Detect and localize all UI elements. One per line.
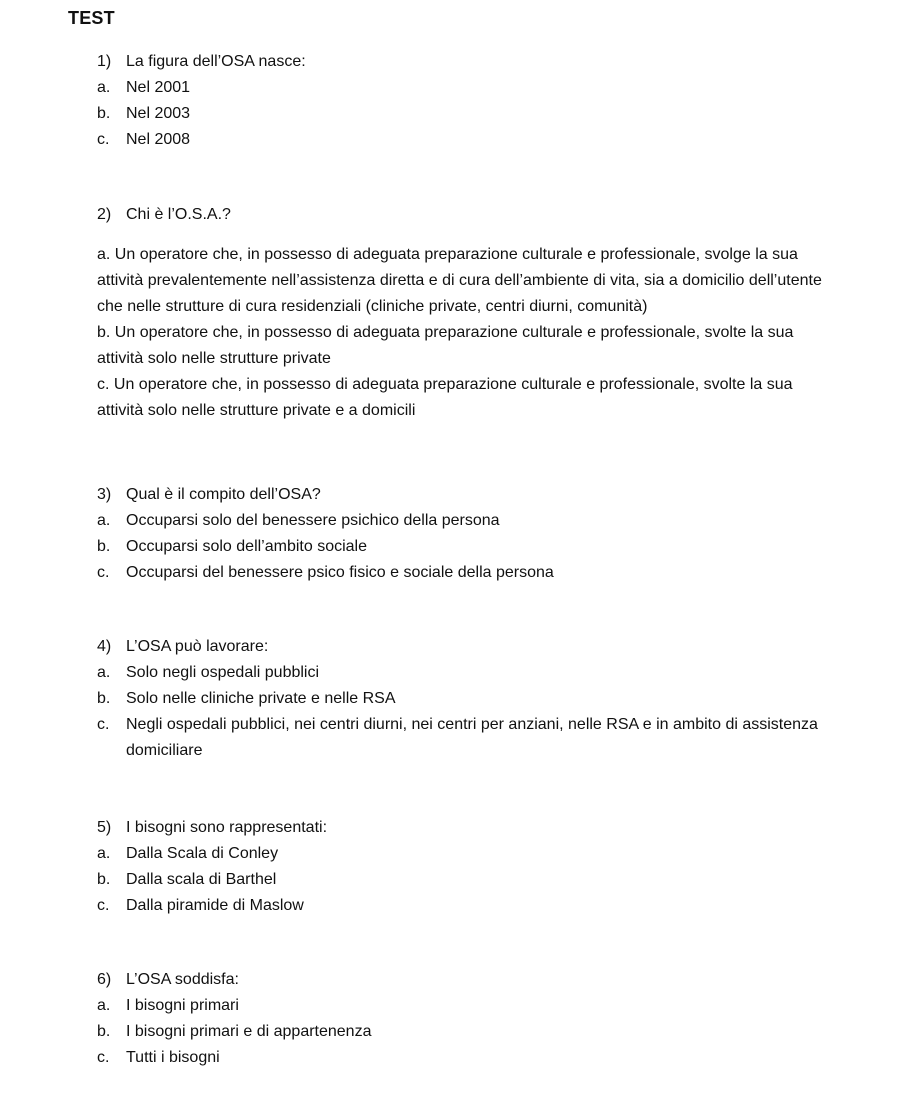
question-4 (97, 634, 837, 764)
option-letter: b. (97, 690, 111, 707)
question-5-prompt (97, 815, 837, 841)
option-text: I bisogni primari e di appartenenza (126, 1023, 372, 1040)
page-title: TEST (68, 8, 115, 28)
question-number: 5) (97, 819, 112, 836)
question-number: 4) (97, 638, 112, 655)
question-1-prompt (97, 49, 837, 75)
question-text: Qual è il compito dell’OSA? (126, 486, 321, 503)
option-letter: a. (97, 845, 111, 862)
question-3-prompt (97, 482, 837, 508)
option-a (97, 993, 837, 1019)
option-letter: b. (97, 538, 111, 555)
question-number: 2) (97, 206, 112, 223)
option-text: I bisogni primari (126, 997, 239, 1014)
question-number: 1) (97, 53, 112, 70)
option-letter: c. (97, 716, 110, 733)
option-letter: c. (97, 1049, 110, 1066)
option-b: b. Un operatore che, in possesso di adeguata preparazione culturale e professionale, svolte la sua attività solo nelle strutture private (97, 324, 794, 367)
question-number: 3) (97, 486, 112, 503)
option-a (97, 660, 837, 686)
option-text: Dalla Scala di Conley (126, 845, 279, 862)
option-letter: b. (97, 1023, 111, 1040)
question-2 (97, 202, 837, 424)
option-c (97, 1045, 837, 1071)
option-text: Negli ospedali pubblici, nei centri diurni, nei centri per anziani, nelle RSA e in ambito di assistenza domiciliare (126, 716, 818, 759)
option-letter: c. (97, 131, 110, 148)
question-1 (97, 49, 837, 153)
option-c: c. Un operatore che, in possesso di adeguata preparazione culturale e professionale, svolte la sua attività solo nelle strutture private e a domicili (97, 376, 793, 419)
option-letter: b. (97, 105, 111, 122)
option-a (97, 75, 837, 101)
option-text: Dalla scala di Barthel (126, 871, 277, 888)
option-b (97, 867, 837, 893)
question-text: L’OSA soddisfa: (126, 971, 239, 988)
option-text: Occuparsi solo del benessere psichico della persona (126, 512, 500, 529)
question-text: Chi è l’O.S.A.? (126, 206, 231, 223)
option-letter: a. (97, 79, 111, 96)
question-text: La figura dell’OSA nasce: (126, 53, 306, 70)
question-text: I bisogni sono rappresentati: (126, 819, 328, 836)
option-a (97, 508, 837, 534)
option-c (97, 127, 837, 153)
question-number: 6) (97, 971, 112, 988)
option-letter: a. (97, 512, 111, 529)
option-a: a. Un operatore che, in possesso di adeguata preparazione culturale e professionale, svolge la sua attività prevalentemente nell’assistenza diretta e di cura dell’ambiente di vita, sia a domicilio dell’utente che nelle strutture di cura residenziali (cliniche private, centri diurni, comunità) (97, 246, 822, 315)
option-text: Occuparsi solo dell’ambito sociale (126, 538, 367, 555)
option-letter: b. (97, 871, 111, 888)
question-4-prompt (97, 634, 837, 660)
option-text: Solo negli ospedali pubblici (126, 664, 320, 681)
option-text: Tutti i bisogni (126, 1049, 220, 1066)
option-b (97, 686, 837, 712)
option-b (97, 1019, 837, 1045)
question-2-prompt (97, 202, 837, 228)
question-3 (97, 482, 837, 586)
option-text: Nel 2003 (126, 105, 191, 122)
option-letter: a. (97, 997, 111, 1014)
option-b (97, 534, 837, 560)
option-text: Nel 2001 (126, 79, 191, 96)
option-text: Solo nelle cliniche private e nelle RSA (126, 690, 396, 707)
option-letter: c. (97, 564, 110, 581)
option-c (97, 893, 837, 919)
option-c (97, 560, 837, 586)
option-b (97, 101, 837, 127)
question-text: L’OSA può lavorare: (126, 638, 269, 655)
question-6-prompt (97, 967, 837, 993)
option-letter: c. (97, 897, 110, 914)
option-c (97, 712, 837, 764)
option-text: Occuparsi del benessere psico fisico e sociale della persona (126, 564, 554, 581)
question-5 (97, 815, 837, 919)
option-a (97, 841, 837, 867)
option-letter: a. (97, 664, 111, 681)
option-text: Dalla piramide di Maslow (126, 897, 304, 914)
question-6 (97, 967, 837, 1071)
option-text: Nel 2008 (126, 131, 191, 148)
